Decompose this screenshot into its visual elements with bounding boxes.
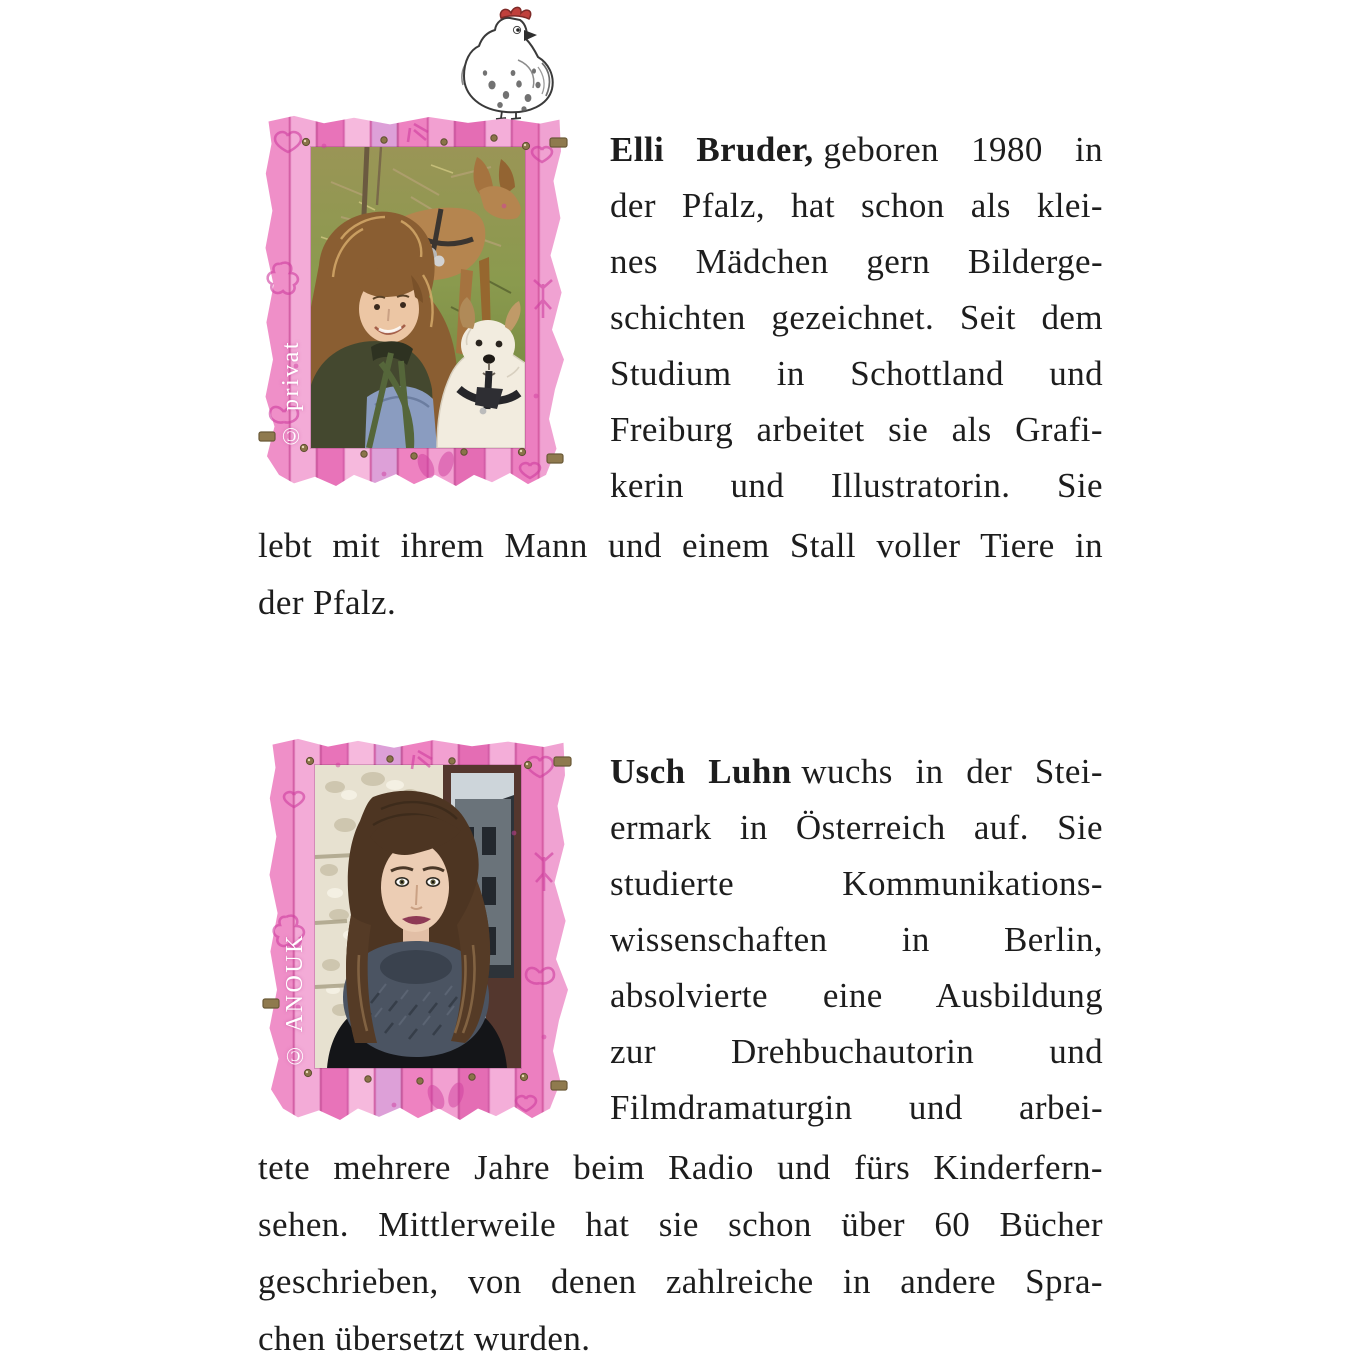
- bio-line: Freiburg arbeitet sie als Grafi-: [610, 410, 1103, 449]
- photo-frame-elli: [264, 114, 564, 486]
- author-name-usch: Usch Luhn: [610, 752, 792, 791]
- bio-line: absolvierte eine Ausbildung: [610, 976, 1103, 1015]
- bio-line: schichten gezeichnet. Seit dem: [610, 298, 1103, 337]
- author-bio-elli: [610, 122, 1103, 514]
- bio-line: zur Drehbuchautorin und: [610, 1032, 1103, 1071]
- author-bio-usch: [610, 744, 1103, 1136]
- bio-line: tete mehrere Jahre beim Radio und fürs Kinderfern-: [258, 1148, 1103, 1187]
- hen-icon: [458, 5, 562, 121]
- bio-line: chen übersetzt wurden.: [258, 1319, 591, 1358]
- bio-line: studierte Kommunikations-: [610, 864, 1103, 903]
- frame-doodles: [264, 114, 564, 486]
- bio-line: [610, 122, 1103, 178]
- bio-line: wissenschaften in Berlin,: [610, 920, 1103, 959]
- photo-credit-usch: © ANOUK: [282, 933, 308, 1068]
- bio-line: nes Mädchen gern Bilderge-: [610, 242, 1103, 281]
- bio-line: der Pfalz, hat schon als klei-: [610, 186, 1103, 225]
- bio-line: kerin und Illustratorin. Sie: [610, 466, 1103, 505]
- bio-line-text: geboren 1980 in: [823, 130, 1104, 169]
- bio-line: [610, 744, 1103, 800]
- bio-line: Filmdramaturgin und arbei-: [610, 1088, 1103, 1127]
- bio-line: ermark in Österreich auf. Sie: [610, 808, 1103, 847]
- bio-line: geschrieben, von denen zahlreiche in andere Spra-: [258, 1262, 1103, 1301]
- frame-doodles: [268, 737, 568, 1120]
- photo-frame-usch: [268, 737, 568, 1120]
- author-bio-elli-full: [258, 517, 1103, 631]
- author-bio-usch-full: [258, 1139, 1103, 1367]
- author-name-elli: Elli Bruder,: [610, 130, 814, 169]
- bio-line: Studium in Schottland und: [610, 354, 1103, 393]
- bio-line: der Pfalz.: [258, 583, 397, 622]
- bio-line-text: wuchs in der Stei-: [801, 752, 1103, 791]
- photo-credit-elli: © privat: [278, 340, 304, 448]
- bio-line: lebt mit ihrem Mann und einem Stall voller Tiere in: [258, 526, 1103, 565]
- bio-line: sehen. Mittlerweile hat sie schon über 60 Bücher: [258, 1205, 1103, 1244]
